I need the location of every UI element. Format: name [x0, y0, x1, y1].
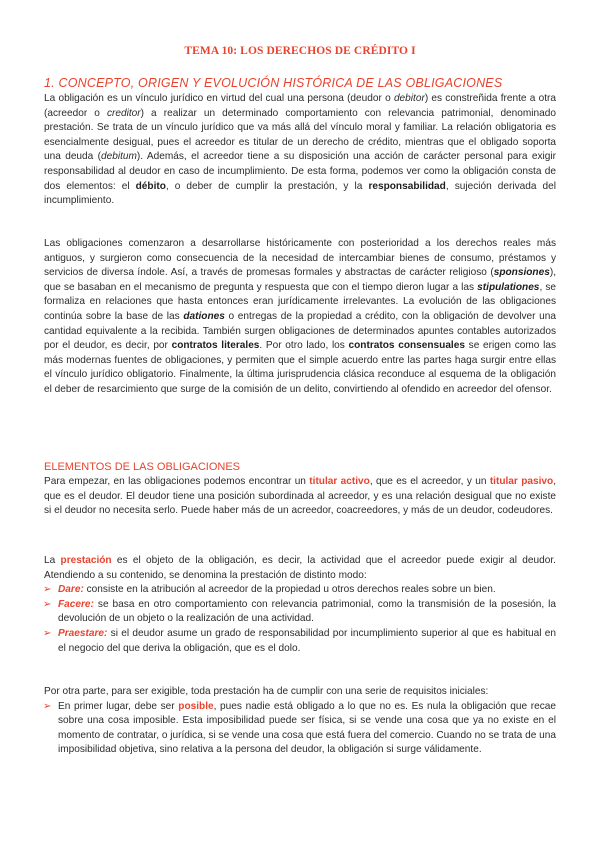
- list-item-dare: ➢ Dare: consiste en la atribución al acreedor de la propiedad u otros derechos reales sobre un bien.: [44, 583, 556, 598]
- paragraph-concepto: La obligación es un vínculo jurídico en virtud del cual una persona (deudor o debitor) es constreñida frente a otra (acreedor o creditor) a realizar un determinado comportamiento con relevancia patrimonial, denominado prestación. Se trata de un vínculo jurídico que va más allá del vínculo moral y familiar. La relación obligatoria es esencialmente desigual, pues el acreedor es titular de un derecho de crédito, mientras que el obligado soporta una deuda (debitum). Además, el acreedor tiene a su disposición una acción de carácter personal para exigir responsabilidad al deudor en caso de incumplimiento. De esta forma, podemos ver como la obligación consta de dos elementos: el débito, o deber de cumplir la prestación, y la responsabilidad, sujeción derivada del incumplimiento.: [44, 93, 557, 207]
- section-heading-concepto: 1. CONCEPTO, ORIGEN Y EVOLUCIÓN HISTÓRICA DE LAS OBLIGACIONES: [44, 76, 503, 90]
- paragraph-origen: Las obligaciones comenzaron a desarrollarse históricamente con posterioridad a los derechos reales más antiguos, y surgieron como consecuencia de la necesidad de intercambiar bienes de consumo, préstamos y servicios de diversa índole. Así, a través de promesas formales y abstractas de carácter religioso (sponsiones), que se basaban en el mecanismo de pregunta y respuesta que con el tiempo dieron lugar a las stipulationes, se formaliza en relaciones que hasta entonces eran jurídicamente irrelevantes. La evolución de las obligaciones continúa sobre la base de las dationes o entregas de la propiedad a crédito, con la obligación de devolver una cantidad equivalente a la recibida. También surgen obligaciones de determinados apuntes contables autorizados por el deudor, es decir, por contratos literales. Por otro lado, los contratos consensuales se erigen como las más modernas fuentes de obligaciones, y permiten que el simple acuerdo entre las partes haga surgir entre ellas el vínculo jurídico obligatorio. Finalmente, la última jurisprudencia clásica reconduce al esquema de la obligación el deber de resarcimiento que surge de la comisión de un delito, convirtiendo al ofendido en acreedor del ofensor.: [44, 238, 556, 395]
- arrow-bullet-icon: ➢: [43, 627, 52, 639]
- document-title: TEMA 10: LOS DERECHOS DE CRÉDITO I: [184, 45, 416, 57]
- list-item-posible: ➢ En primer lugar, debe ser posible, pues nadie está obligado a lo que no es. Es nula la obligación que recae sobre una cosa imposible. Esta imposibilidad puede ser física, si se vende una cosa que ya no existe en el momento de contratar, o jurídica, si se vende una cosa que está fuera del comercio. Cuando no se trata de una imposibilidad objetiva, sino relativa a la persona del deudor, la obligación si surge válidamente.: [43, 700, 556, 756]
- arrow-bullet-icon: ➢: [43, 584, 52, 596]
- arrow-bullet-icon: ➢: [43, 700, 52, 712]
- section-heading-elementos: ELEMENTOS DE LAS OBLIGACIONES: [44, 461, 241, 473]
- paragraph-requisitos: Por otra parte, para ser exigible, toda prestación ha de cumplir con una serie de requisitos iniciales: ➢ En primer lugar, debe ser posible, pues nadie está obligado a lo que no es. Es nula la obligación que recae sobre una cosa imposible. Esta imposibilidad puede ser física, si se vende una cosa que ya no existe en el momento de contratar, o jurídica, si se vende una cosa que está fuera del comercio. Cuando no se trata de una imposibilidad objetiva, sino relativa a la persona del deudor, la obligación si surge válidamente.: [44, 685, 556, 758]
- arrow-bullet-icon: ➢: [43, 598, 52, 610]
- paragraph-prestacion: La prestación es el objeto de la obligación, es decir, la actividad que el acreedor puede exigir al deudor. Atendiendo a su contenido, se denomina la prestación de distinto modo: ➢ Dare: consiste en la atribución al acreedor de la propiedad u otros derechos reales sobre un bien. ➢ Facere: se basa en otro comportamiento con relevancia patrimonial, como la transmisión de la posesión, la devolución de un objeto o la realización de una actividad. ➢ Praestare: si el deudor asume un grado de responsabilidad por incumplimiento superior al que es habitual en el negocio del que deriva la obligación, que es el dolo.: [44, 554, 556, 656]
- paragraph-titulares: Para empezar, en las obligaciones podemos encontrar un titular activo, que es el acreedor, y un titular pasivo, que es el deudor. El deudor tiene una posición subordinada al acreedor, y es una relación desigual que no existe si el deudor no necesita serlo. Puede haber más de un acreedor, coacreedores, y más de un deudor, codeudores.: [44, 476, 556, 517]
- list-item-facere: ➢ Facere: se basa en otro comportamiento con relevancia patrimonial, como la transmisión de la posesión, la devolución de un objeto o la realización de una actividad.: [43, 598, 556, 625]
- list-item-praestare: ➢ Praestare: si el deudor asume un grado de responsabilidad por incumplimiento superior al que es habitual en el negocio del que deriva la obligación, que es el dolo.: [43, 627, 556, 654]
